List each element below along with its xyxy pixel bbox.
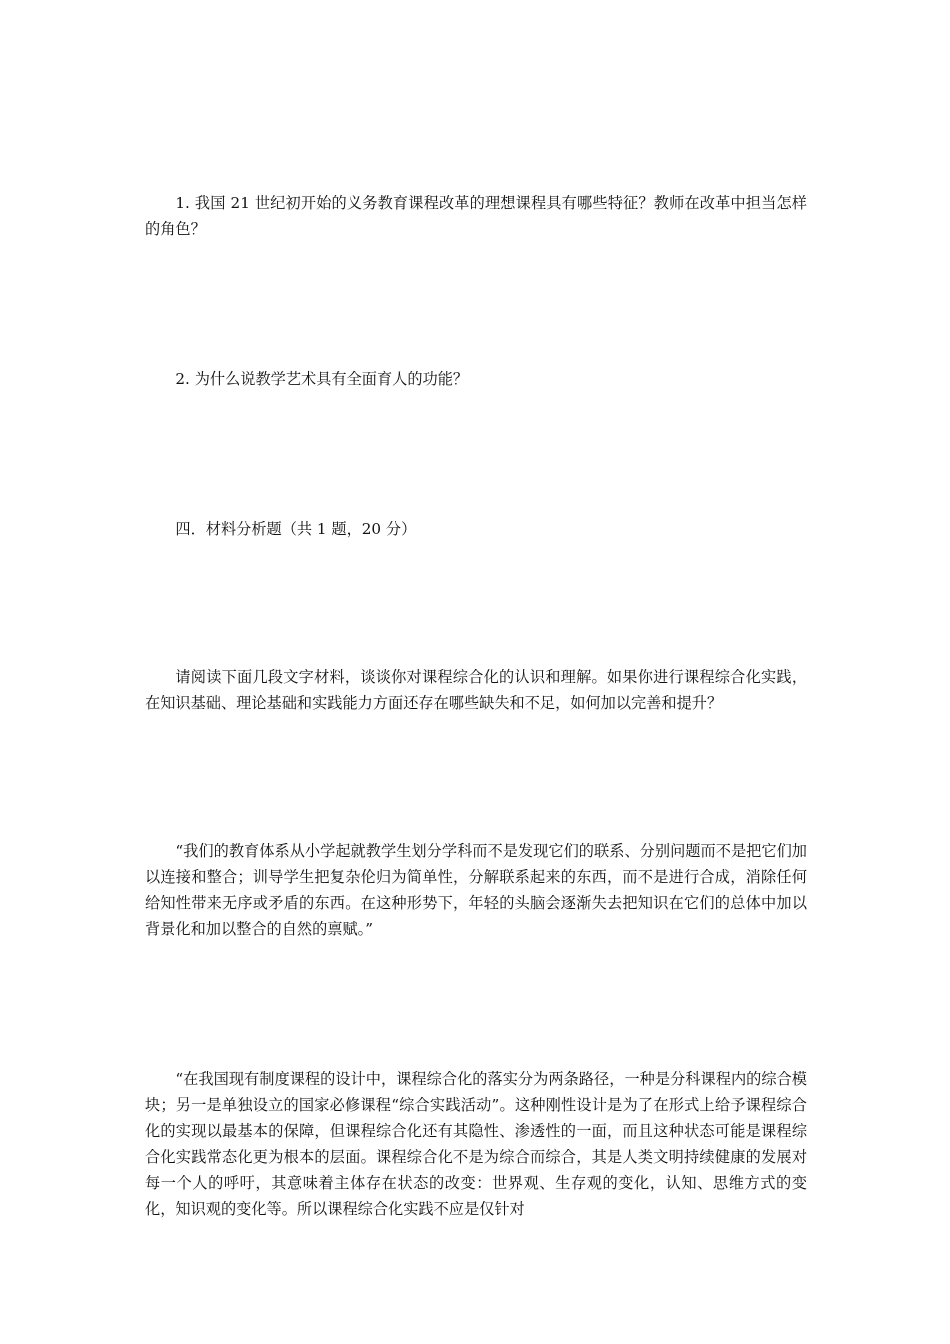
question-1: 1. 我国 21 世纪初开始的义务教育课程改革的理想课程具有哪些特征？教师在改革中担当怎样的角色？ (145, 194, 807, 238)
material-quote-2: “在我国现有制度课程的设计中，课程综合化的落实分为两条路径，一种是分科课程内的综合模块；另一是单独设立的国家必修课程“综合实践活动”。这种刚性设计是为了在形式上给予课程综合化的实现以最基本的保障，但课程综合化还有其隐性、渗透性的一面，而且这种状态可能是课程综合化实践常态化更为根本的层面。课程综合化不是为综合而综合，其是人类文明持续健康的发展对每一个人的呼吁，其意味着主体存在状态的改变：世界观、生存观的变化，认知、思维方式的变化，知识观的变化等。所以课程综合化实践不应是仅针对 (145, 1070, 807, 1218)
question-2: 2. 为什么说教学艺术具有全面育人的功能？ (175, 370, 469, 388)
material-analysis-instruction: 请阅读下面几段文字材料，谈谈你对课程综合化的认识和理解。如果你进行课程综合化实践，在知识基础、理论基础和实践能力方面还存在哪些缺失和不足，如何加以完善和提升？ (145, 668, 807, 712)
section-4-heading: 四．材料分析题（共 1 题，20 分） (175, 520, 417, 538)
material-quote-1: “我们的教育体系从小学起就教学生划分学科而不是发现它们的联系、分别问题而不是把它们加以连接和整合；训导学生把复杂伦归为简单性，分解联系起来的东西，而不是进行合成，消除任何给知性带来无序或矛盾的东西。在这种形势下，年轻的头脑会逐渐失去把知识在它们的总体中加以背景化和加以整合的自然的禀赋。” (145, 842, 807, 938)
